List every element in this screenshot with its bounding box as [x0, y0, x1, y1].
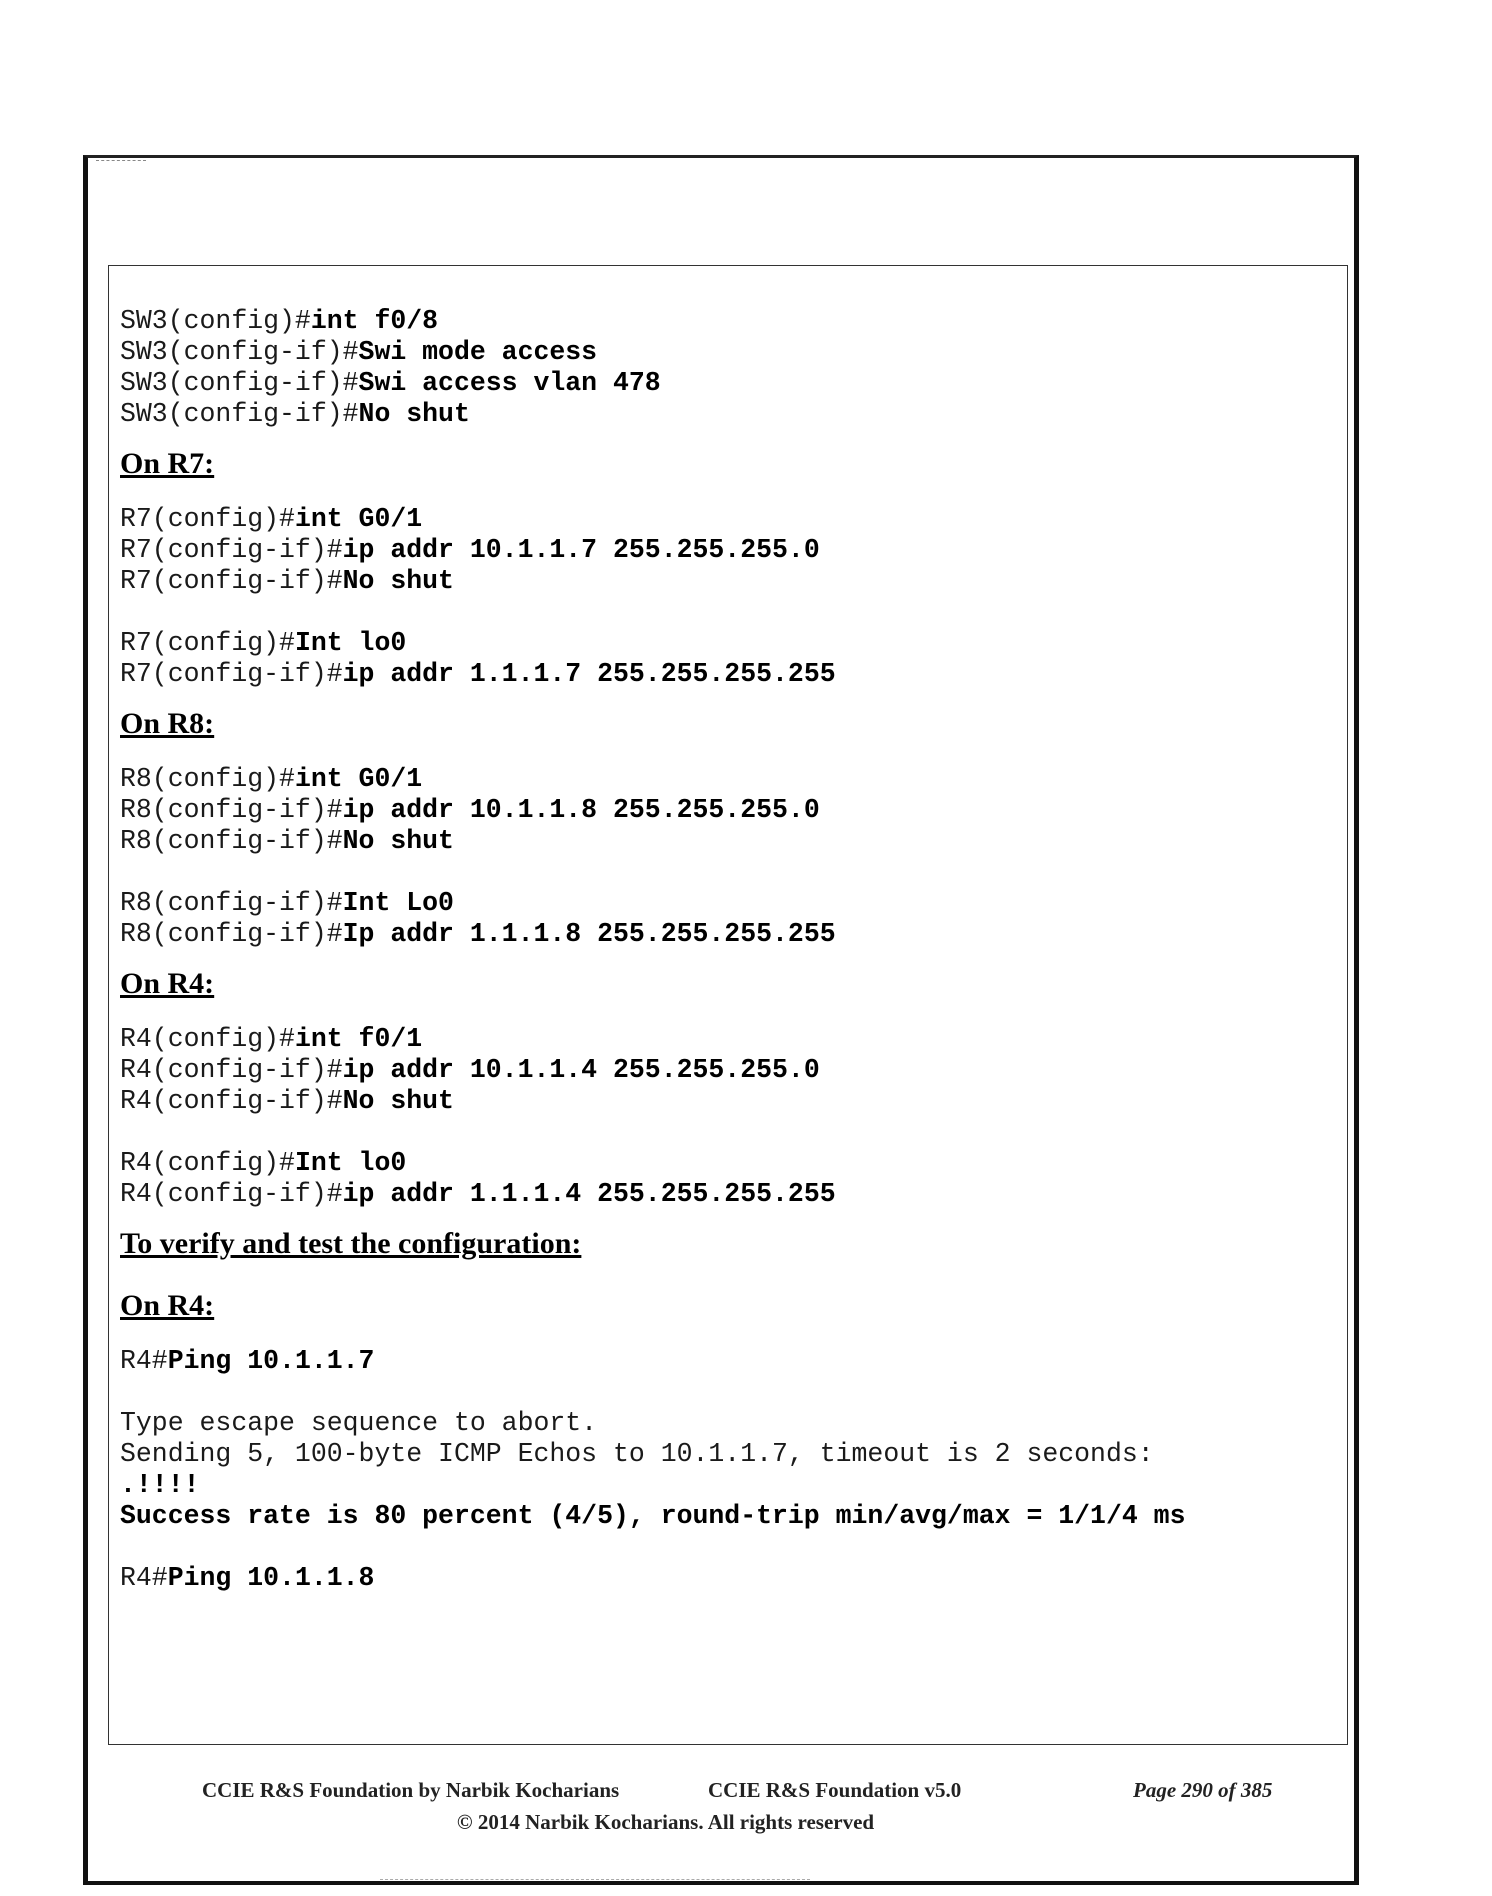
section-heading: On R8:	[120, 707, 215, 740]
cli-prompt: R7(config)#	[120, 628, 295, 658]
code-line	[120, 399, 1330, 430]
page-footer	[108, 1778, 1348, 1835]
cli-prompt: R4(config)#	[120, 1024, 295, 1054]
cli-command: int f0/1	[294, 1024, 423, 1054]
code-line	[120, 566, 1330, 597]
cli-command: No shut	[358, 399, 470, 429]
cli-command: Ping 10.1.1.8	[167, 1563, 375, 1593]
cli-command: Swi mode access	[358, 337, 598, 367]
cli-command: .!!!!	[120, 1470, 200, 1500]
cli-prompt: SW3(config-if)#	[120, 368, 359, 398]
cli-prompt: R4(config)#	[120, 1148, 295, 1178]
cli-command: Int Lo0	[342, 888, 454, 918]
cli-command: int G0/1	[294, 764, 423, 794]
cli-command: Ip addr 1.1.1.8 255.255.255.255	[342, 919, 836, 949]
cli-command: int G0/1	[294, 504, 423, 534]
code-line	[120, 1086, 1330, 1117]
scan-artifact-bottom	[380, 1879, 810, 1880]
cli-command: ip addr 1.1.1.4 255.255.255.255	[342, 1179, 836, 1209]
code-line	[120, 1055, 1330, 1086]
code-line	[120, 306, 1330, 337]
code-line	[120, 504, 1330, 535]
cli-prompt: R7(config-if)#	[120, 659, 343, 689]
cli-command: No shut	[342, 566, 454, 596]
code-line	[120, 1024, 1330, 1055]
cli-prompt: R8(config-if)#	[120, 826, 343, 856]
cli-prompt: R8(config)#	[120, 764, 295, 794]
cli-command: ip addr 10.1.1.8 255.255.255.0	[342, 795, 820, 825]
cli-prompt: R4#	[120, 1346, 168, 1376]
cli-prompt: R4#	[120, 1563, 168, 1593]
cli-command: Ping 10.1.1.7	[167, 1346, 375, 1376]
cli-command: No shut	[342, 1086, 454, 1116]
footer-edition: CCIE R&S Foundation v5.0	[708, 1778, 962, 1802]
code-line	[120, 1470, 1330, 1501]
cli-command: Int lo0	[294, 628, 407, 658]
cli-prompt: SW3(config-if)#	[120, 337, 359, 367]
cli-command: int f0/8	[310, 306, 439, 336]
section-heading: On R4:	[120, 1289, 215, 1322]
section-heading: On R4:	[120, 967, 215, 1000]
code-line	[120, 1148, 1330, 1179]
code-line	[120, 659, 1330, 690]
blank-line	[120, 1117, 1330, 1148]
code-line	[120, 1501, 1330, 1532]
code-line	[120, 826, 1330, 857]
cli-prompt: R4(config-if)#	[120, 1086, 343, 1116]
code-line	[120, 919, 1330, 950]
section-heading: To verify and test the configuration:	[120, 1227, 582, 1260]
cli-prompt: R8(config-if)#	[120, 888, 343, 918]
cli-command: Swi access vlan 478	[358, 368, 661, 398]
code-line	[120, 1408, 1330, 1439]
cli-prompt: Type escape sequence to abort.	[120, 1408, 598, 1438]
document-content	[120, 306, 1330, 1594]
blank-line	[120, 1532, 1330, 1563]
cli-prompt: SW3(config)#	[120, 306, 311, 336]
footer-copyright: © 2014 Narbik Kocharians. All rights reserved	[456, 1810, 875, 1834]
cli-prompt: R7(config)#	[120, 504, 295, 534]
cli-command: Int lo0	[294, 1148, 407, 1178]
page-number: Page 290 of 385	[1133, 1778, 1273, 1802]
cli-prompt: SW3(config-if)#	[120, 399, 359, 429]
blank-line	[120, 1377, 1330, 1408]
cli-prompt: R7(config-if)#	[120, 566, 343, 596]
code-line	[120, 628, 1330, 659]
code-line	[120, 1439, 1330, 1470]
code-line	[120, 535, 1330, 566]
cli-prompt: R4(config-if)#	[120, 1179, 343, 1209]
cli-command: ip addr 1.1.1.7 255.255.255.255	[342, 659, 836, 689]
blank-line	[120, 857, 1330, 888]
code-line	[120, 337, 1330, 368]
cli-prompt: R8(config-if)#	[120, 795, 343, 825]
code-line	[120, 795, 1330, 826]
code-line	[120, 1563, 1330, 1594]
code-line	[120, 368, 1330, 399]
code-line	[120, 888, 1330, 919]
code-line	[120, 1346, 1330, 1377]
blank-line	[120, 597, 1330, 628]
scan-artifact	[96, 160, 146, 161]
cli-command: No shut	[342, 826, 454, 856]
cli-command: ip addr 10.1.1.4 255.255.255.0	[342, 1055, 820, 1085]
code-line	[120, 764, 1330, 795]
cli-command: ip addr 10.1.1.7 255.255.255.0	[342, 535, 820, 565]
section-heading: On R7:	[120, 447, 215, 480]
cli-command: Success rate is 80 percent (4/5), round-trip min/avg/max = 1/1/4 ms	[120, 1501, 1186, 1531]
cli-prompt: R8(config-if)#	[120, 919, 343, 949]
footer-book-title: CCIE R&S Foundation by Narbik Kocharians	[202, 1778, 620, 1802]
cli-prompt: R7(config-if)#	[120, 535, 343, 565]
code-line	[120, 1179, 1330, 1210]
cli-prompt: R4(config-if)#	[120, 1055, 343, 1085]
cli-prompt: Sending 5, 100-byte ICMP Echos to 10.1.1.7, timeout is 2 seconds:	[120, 1439, 1154, 1469]
